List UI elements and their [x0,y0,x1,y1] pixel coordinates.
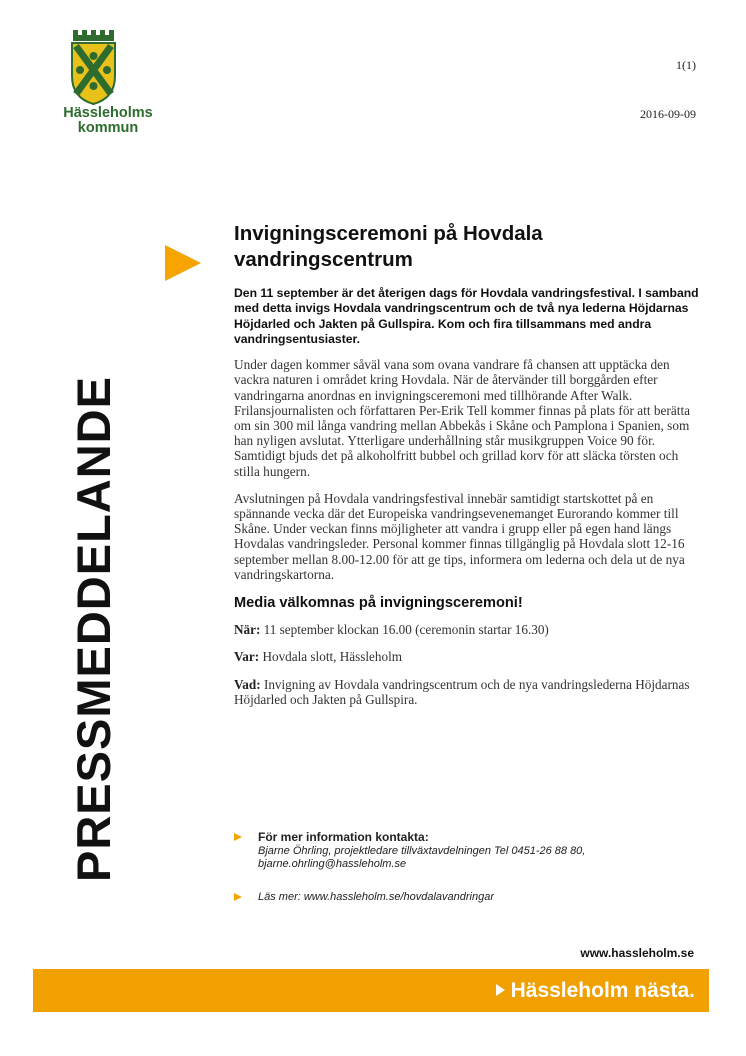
logo-name: Hässleholms kommun [63,105,153,136]
detail-when [234,622,700,637]
contact-person: Bjarne Öhrling, projektledare tillväxtavdelningen Tel 0451-26 88 80, [258,844,586,857]
page-number: 1(1) [676,58,696,72]
slogan [496,977,695,1005]
read-more-block [234,891,664,905]
contact-email[interactable]: bjarne.ohrling@hassleholm.se [258,858,407,870]
bullet-arrow-icon [234,833,242,841]
detail-what [234,677,700,708]
detail-when-label: När: [234,622,261,638]
detail-where-value: Hovdala slott, Hässleholm [262,649,403,665]
article [234,221,700,719]
footer-banner [33,969,709,1012]
website-link[interactable]: www.hassleholm.se [580,946,694,960]
article-paragraph: Avslutningen på Hovdala vandringsfestival innebär samtidigt startskottet på en spännande vecka där det Europeiska vandringsevenemanget Eurorando kommer till Skåne. Under veckan finns möjligheter att vandra i grupp eller på egen hand längs Hovdalas vandringsleder. Personal kommer finnas tillgänglig på Hovdala slott 12-16 september mellan 8.00-12.00 för att ge tips, informera om lederna och dela ut de nya vandringskartorna. [234,490,685,582]
slogan-text: Hässleholm nästa. [510,979,695,1002]
article-title: Invigningsceremoni på Hovdala vandringscentrum [234,222,543,271]
press-release-label: PRESSMEDDELANDE [67,376,120,882]
detail-where [234,649,700,664]
detail-where-label: Var: [234,649,260,665]
detail-what-label: Vad: [234,676,261,692]
article-paragraph: Under dagen kommer såväl vana som ovana vandrare få chansen att upptäcka den vackra naturen i området kring Hovdala. När de återvänder till borggården efter vandringarna anordnas en invigningsceremoni med tillhörande After Walk. Frilansjournalisten och författaren Per-Erik Tell kommer finnas på plats för att berätta om sin 300 mil långa vandring mellan Abbekås i Skåne och Pamplona i Spanien, som han nyligen avslutat. Ytterligare underhållning står musikgruppen Voice 90 för. Samtidigt bjuds det på alkoholfritt bubbel och grillad korv för att släcka törsten och stilla hungern. [234,357,691,479]
title-arrow-icon [165,245,201,281]
slogan-arrow-icon [496,984,505,996]
read-more-link[interactable]: Läs mer: www.hassleholm.se/hovdalavandringar [258,891,495,903]
document-date: 2016-09-09 [640,107,696,121]
municipality-logo [68,28,168,111]
detail-what-value: Invigning av Hovdala vandringscentrum och de nya vandringslederna Höjdarnas Höjdarled och Jakten på Gullspira. [234,676,690,707]
contact-block [234,831,664,872]
media-subheading: Media välkomnas på invigningsceremoni! [234,595,523,612]
coat-of-arms-icon [68,28,168,106]
article-lead: Den 11 september är det återigen dags för Hovdala vandringsfestival. I samband med detta invigs Hovdala vandringscentrum och de två nya lederna Höjdarnas Höjdarled och Jakten på Gullspira. Kom och fira tillsammans med andra vandringsentusiaster. [234,286,699,346]
detail-when-value: 11 september klockan 16.00 (ceremonin startar 16.30) [263,622,549,638]
bullet-arrow-icon [234,893,242,901]
contact-heading: För mer information kontakta: [258,830,429,844]
